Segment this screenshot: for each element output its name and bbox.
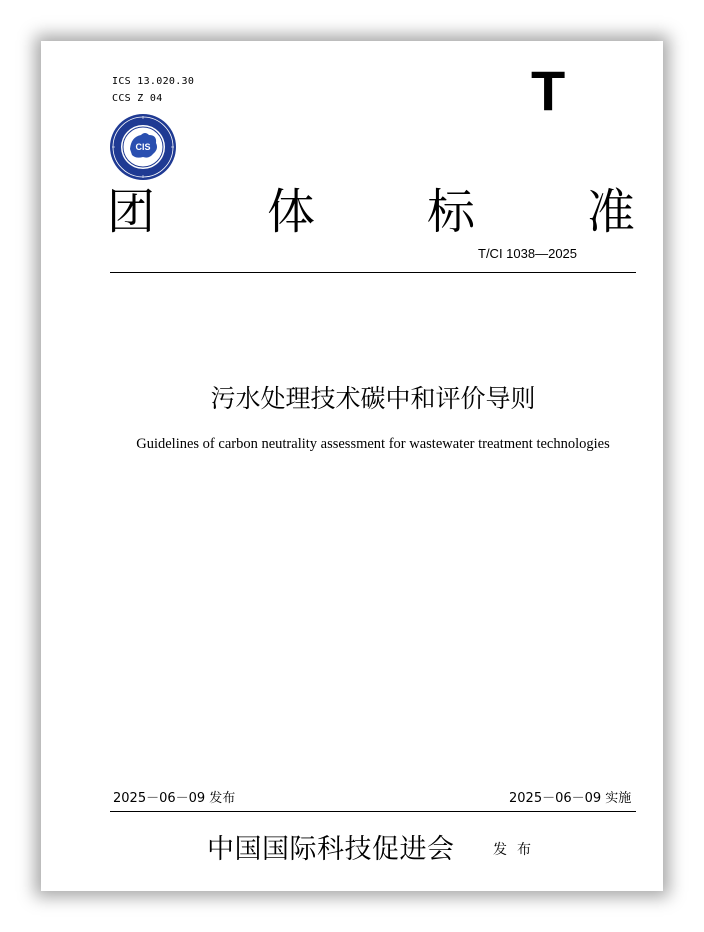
standard-type-letter: T (531, 59, 566, 122)
ccs-code: CCS Z 04 (112, 93, 163, 104)
chinese-title: 污水处理技术碳中和评价导则 (210, 384, 536, 413)
ics-code: ICS 13.020.30 (112, 76, 195, 87)
issuing-organization: 中国国际科技促进会 (207, 834, 455, 865)
heading-char: 准 (586, 184, 635, 240)
top-divider (110, 272, 636, 273)
cis-logo (109, 113, 177, 181)
heading-char: 标 (426, 184, 475, 240)
english-title: Guidelines of carbon neutrality assessment for wastewater treatment technologies (136, 436, 610, 452)
heading-char: 体 (266, 184, 315, 240)
publish-date: 2025－06－09 发布 (113, 791, 236, 806)
implement-date: 2025－06－09 实施 (509, 791, 632, 806)
bottom-divider (110, 811, 636, 812)
standard-number: T/CI 1038—2025 (478, 246, 578, 261)
standard-cover-page (41, 41, 663, 891)
logo-text: CIS (135, 142, 151, 152)
heading-char: 团 (107, 184, 156, 240)
group-standard-heading (107, 181, 635, 243)
issue-label: 发布 (493, 842, 541, 858)
